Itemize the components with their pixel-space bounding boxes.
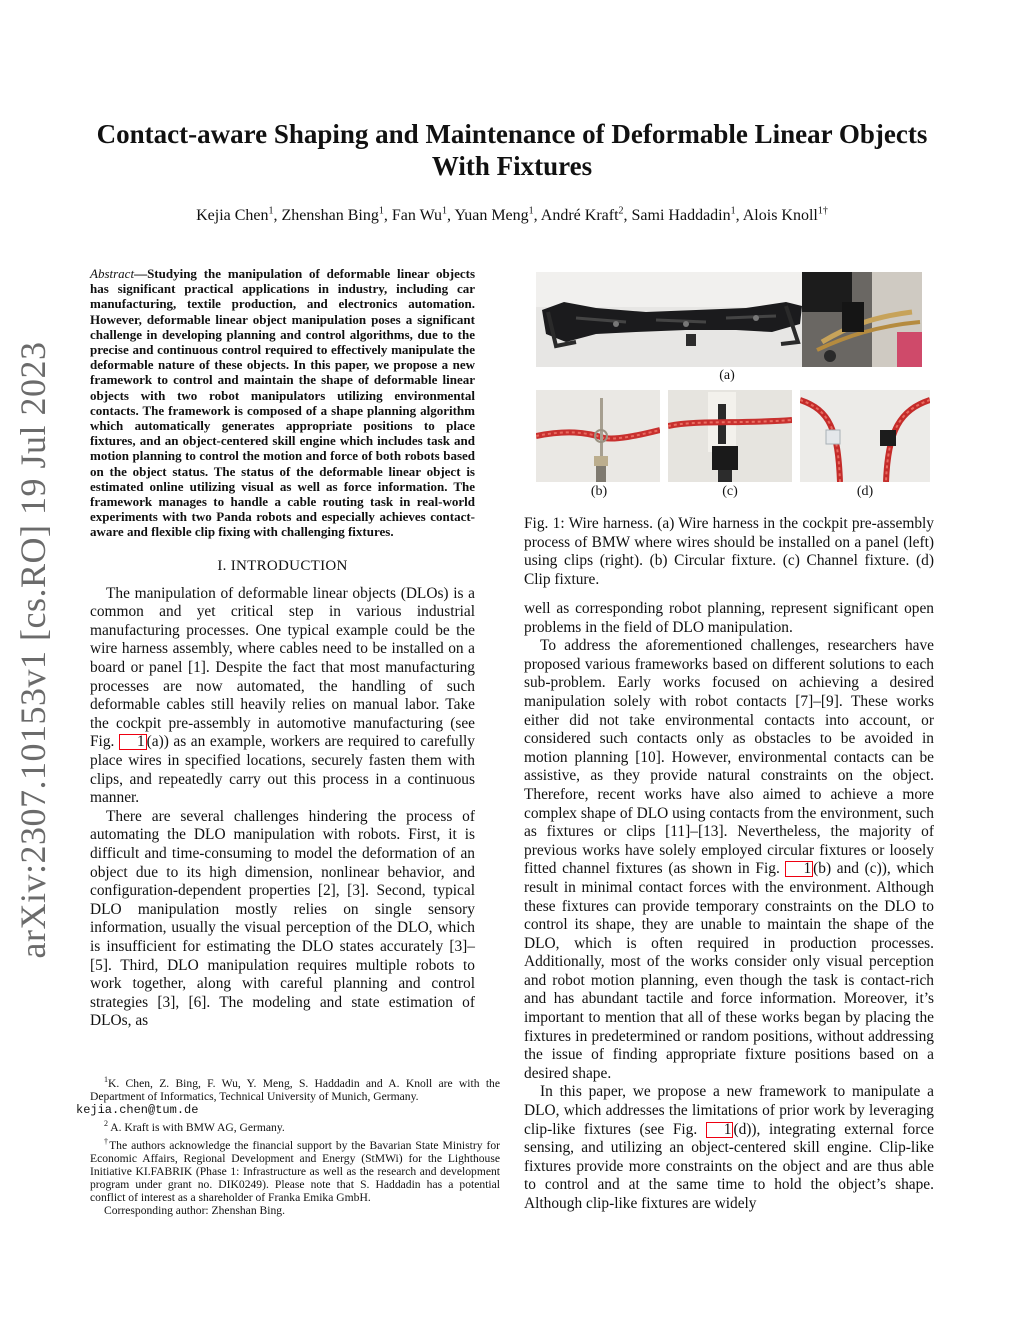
abstract-label: Abstract bbox=[90, 266, 135, 281]
intro-paragraph-1: The manipulation of deformable linear objects (DLOs) is a common and yet critical step in various industrial manufacturing processes. One typical example could be the wire harness assembly, where cables need to be installed on a board or panel [1]. Despite the fact that most manufacturing processes are now automated, the handling of such deformable cables still heavily relies on manual labor. Take the cockpit pre-assembly in automotive manufacturing (see Fig. 1 (a)) as an example, workers are required to carefully place wires in specified locations, securely fasten them with clips, and repeatedly carry out this process in a continuous manner. bbox=[90, 584, 475, 807]
label-a: (a) bbox=[719, 368, 735, 383]
photo-circular-fixture bbox=[536, 390, 660, 482]
right-paragraph-3: In this paper, we propose a new framework to manipulate a DLO, which addresses the limitations of prior work by leveraging clip-like fixtures (see Fig. 1 (d)), integrating external force sensing, and utilizing an object-centered skill engine. Clip-like fixtures provide more constraints on the object and are thus able to control and at the same time to hold the object’s shape. Although clip-like fixtures are widely bbox=[524, 1083, 934, 1212]
footnotes bbox=[76, 1073, 500, 1218]
photo-clip-closeup bbox=[802, 272, 922, 367]
photo-clip-fixture bbox=[800, 390, 930, 482]
title-line-2: With Fixtures bbox=[431, 151, 593, 181]
arxiv-id: arXiv:2307.10153v1 [cs.RO] 19 Jul 2023 bbox=[13, 341, 53, 959]
section-heading: I. INTRODUCTION bbox=[217, 557, 348, 574]
figure-link[interactable]: 1 bbox=[119, 734, 147, 750]
title-line-1: Contact-aware Shaping and Maintenance of Deformable Linear Objects bbox=[96, 119, 928, 149]
label-b: (b) bbox=[590, 484, 608, 499]
author-list bbox=[60, 206, 964, 225]
right-paragraph-1: well as corresponding robot planning, represent significant open problems in the field of DLO manipulation. bbox=[524, 600, 934, 636]
figure-link[interactable]: 1 bbox=[706, 1122, 734, 1138]
footnote-funding: †The authors acknowledge the financial support by the Bavarian State Ministry for Economic Affairs, Regional Development and Energy (StMWi) for the Lighthouse Initiative KI.FABRIK (Phase 1: Infrastructure as well as the research and development program under grant no. DIK0249). Please note that S. Haddadin has a potential conflict of interest as a shareholder of Franka Emika GmbH. bbox=[90, 1136, 500, 1205]
author-email: kejia.chen@tum.de bbox=[76, 1103, 199, 1118]
left-column bbox=[90, 266, 475, 1031]
label-d: (d) bbox=[856, 484, 874, 499]
author: Kejia Chen$^1$, bbox=[196, 206, 282, 225]
abstract-text: Studying the manipulation of deformable linear objects has significant practical applications in industry, including car manufacturing, textile production, and electronics automation. However, deformable linear object manipulation poses a significant challenge in developing planning and control algorithms, due to the precise and continuous control required to effectively manipulate the deformable nature of these objects. In this paper, we propose a new framework to control and maintain the shape of deformable linear objects with two robot manipulators utilizing environmental contacts. The framework is composed of a shape planning algorithm which automatically generates appropriate positions to place fixtures, and an object-centered skill engine which includes task and motion planning to control the motion and force of both robots based on the object status. The status of the deformable linear object is estimated online utilizing visual as well as force information. The framework manages to handle a cable routing task in real-world experiments with two Panda robots and especially achieves contact-aware and flexible clip fixing with challenging fixtures. bbox=[90, 266, 475, 540]
footnote-corresponding: Corresponding author: Zhenshan Bing. bbox=[104, 1204, 285, 1218]
figure-caption: Fig. 1: Wire harness. (a) Wire harness in the cockpit pre-assembly process of BMW where wires should be installed on a panel (left) using clips (right). (b) Circular fixture. (c) Channel fixture. (d) Clip fixture. bbox=[524, 515, 934, 588]
right-paragraph-2: To address the aforementioned challenges, researchers have proposed various frameworks based on different solutions to each sub-problem. Early works focused on achieving a desired manipulation solely with robot contacts [7]–[9]. These works either did not take environmental contacts into account, or considered such contacts only as obstacles to be avoided in motion planning [10]. However, environmental contacts can be assistive, as they provide natural constraints on the object. Therefore, recent works have also aimed to achieve a more complex shape of DLO using contacts from the environment, such as fixtures or clips [11]–[13]. Nevertheless, the majority of previous works have solely employed circular fixtures or loosely fitted channel fixtures (as shown in Fig. 1 (b) and (c)), which result in minimal contact forces with the environment. Although these fixtures can provide temporary constraints on the DLO to control its shape, they are unable to maintain the shape of the DLO, which is often required in production processes. Additionally, most of the works consider only visual perception and robot motion planning, even though the task is contact-rich and has abundant tactile and force information. Moreover, it’s important to mention that all of these works began by placing the fixtures in predetermined or random positions, without addressing the issue of finding appropriate fixture positions based on a desired shape. bbox=[524, 637, 934, 1082]
author: André Kraft$^2$, bbox=[540, 206, 632, 225]
author: Sami Haddadin$^1$, bbox=[631, 206, 743, 225]
author: Alois Knoll$^{1\dagger}$ bbox=[742, 206, 828, 225]
author: Fan Wu$^1$, bbox=[391, 206, 455, 225]
paper-title bbox=[60, 118, 964, 182]
label-c: (c) bbox=[722, 484, 738, 499]
author: Yuan Meng$^1$, bbox=[454, 206, 541, 225]
author: Zhenshan Bing$^1$, bbox=[281, 206, 392, 225]
footnote-bmw: $^2$ A. Kraft is with BMW AG, Germany. bbox=[104, 1119, 285, 1135]
right-column bbox=[524, 600, 934, 1214]
figure-link[interactable]: 1 bbox=[785, 861, 813, 877]
intro-paragraph-2: There are several challenges hindering the process of automating the DLO manipulation with robots. First, it is difficult and time-consuming to model the deformation of an object due to its high dimension, nonlinear behavior, and configuration-dependent properties [2], [3]. Second, typical DLO manipulation mostly relies on single sensory information, usually the visual perception of the DLO, which is insufficient for estimating the DLO states accurately [3]–[5]. Third, DLO manipulation requires multiple robots to work together, along with careful planning and control strategies [3], [6]. The modeling and state estimation of DLOs, as bbox=[90, 807, 475, 1030]
arxiv-stamp bbox=[8, 340, 58, 960]
photo-cockpit-panel bbox=[536, 272, 806, 367]
abstract: Abstract—Studying the manipulation of deformable linear objects has significant practical applications in industry, including car manufacturing, textile production, and electronics automation. However, deformable linear object manipulation poses a significant challenge in developing planning and control algorithms, due to the precise and continuous control required to effectively manipulate the deformable nature of these objects. In this paper, we propose a new framework to control and maintain the shape of deformable linear objects with two robot manipulators utilizing environmental contacts. The framework is composed of a shape planning algorithm which automatically generates appropriate positions to place fixtures, and an object-centered skill engine which includes task and motion planning to control the motion and force of both robots based on the object status. The status of the deformable linear object is estimated online utilizing visual as well as force information. The framework manages to handle a cable routing task in real-world experiments with two Panda robots and especially achieves contact-aware and flexible clip fixing with challenging fixtures. bbox=[90, 266, 475, 540]
footnote-affiliation: $^1$K. Chen, Z. Bing, F. Wu, Y. Meng, S. Haddadin and A. Knoll are with the Department of Informatics, Technical University of Munich, Germany. kejia.chen@tum.de bbox=[76, 1075, 500, 1118]
photo-channel-fixture bbox=[668, 390, 792, 482]
